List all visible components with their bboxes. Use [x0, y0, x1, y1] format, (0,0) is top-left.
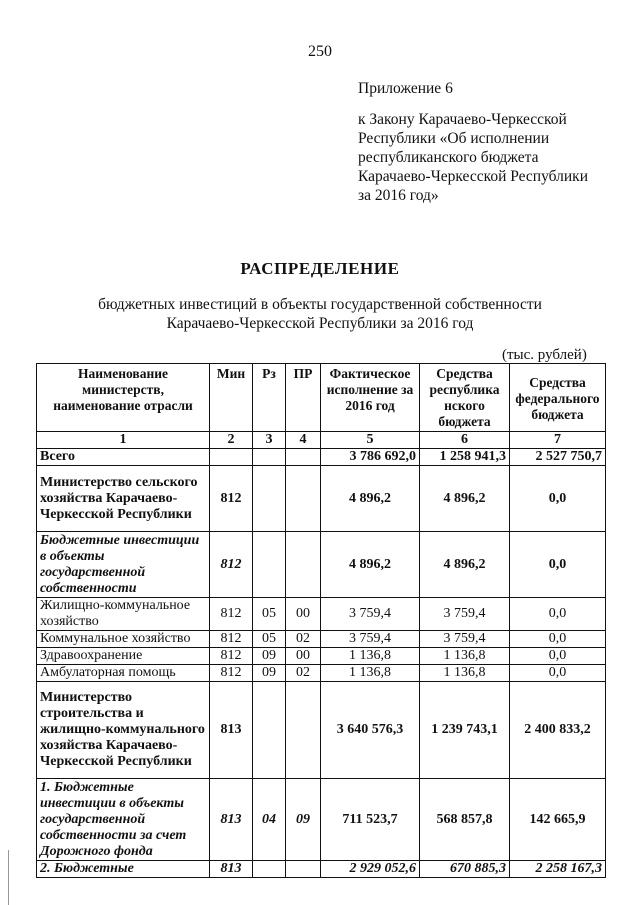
- column-number: 6: [420, 432, 510, 449]
- row-republic: 3 759,4: [420, 598, 510, 631]
- row-republic: 4 896,2: [420, 532, 510, 598]
- row-rz: 09: [253, 648, 286, 665]
- row-rz: 09: [253, 665, 286, 682]
- row-min: [210, 449, 253, 466]
- row-pr: [286, 682, 321, 779]
- row-min: 812: [210, 466, 253, 532]
- row-rz: [253, 682, 286, 779]
- row-pr: 02: [286, 631, 321, 648]
- row-fact: 3 786 692,0: [321, 449, 420, 466]
- header-row: [37, 364, 606, 432]
- row-federal: 0,0: [510, 598, 606, 631]
- row-min: 813: [210, 861, 253, 878]
- row-pr: 09: [286, 779, 321, 861]
- row-name: Бюджетные инвестиции в объекты государственной собственности: [37, 532, 210, 598]
- column-number: 4: [286, 432, 321, 449]
- row-rz: 05: [253, 631, 286, 648]
- row-name: 1. Бюджетные инвестиции в объекты государственной собственности за счет Дорожного фонда: [37, 779, 210, 861]
- row-pr: 00: [286, 648, 321, 665]
- row-fact: 3 759,4: [321, 598, 420, 631]
- row-min: 813: [210, 682, 253, 779]
- row-federal: 0,0: [510, 466, 606, 532]
- row-rz: [253, 466, 286, 532]
- row-fact: 3 640 576,3: [321, 682, 420, 779]
- row-fact: 4 896,2: [321, 532, 420, 598]
- table-row: [37, 861, 606, 878]
- row-federal: 0,0: [510, 532, 606, 598]
- document-subtitle: [0, 295, 640, 333]
- row-republic: 4 896,2: [420, 466, 510, 532]
- row-republic: 568 857,8: [420, 779, 510, 861]
- row-federal: 2 527 750,7: [510, 449, 606, 466]
- row-fact: 1 136,8: [321, 648, 420, 665]
- row-rz: [253, 532, 286, 598]
- row-federal: 0,0: [510, 631, 606, 648]
- header-rz: Рз: [253, 364, 286, 432]
- column-number: 5: [321, 432, 420, 449]
- row-min: 812: [210, 598, 253, 631]
- appendix-block: [358, 79, 588, 205]
- row-republic: 1 136,8: [420, 665, 510, 682]
- row-min: 812: [210, 665, 253, 682]
- table-row: [37, 682, 606, 779]
- row-pr: [286, 861, 321, 878]
- row-name: Жилищно-коммунальное хозяйство: [37, 598, 210, 631]
- column-number-row: [37, 432, 606, 449]
- appendix-line: к Закону Карачаево-Черкесской: [358, 111, 567, 128]
- table-row: [37, 665, 606, 682]
- row-fact: 1 136,8: [321, 665, 420, 682]
- row-rz: 04: [253, 779, 286, 861]
- column-number: 7: [510, 432, 606, 449]
- row-pr: [286, 449, 321, 466]
- row-name: 2. Бюджетные: [37, 861, 210, 878]
- row-pr: [286, 532, 321, 598]
- column-number: 2: [210, 432, 253, 449]
- row-rz: [253, 449, 286, 466]
- row-name: Амбулаторная помощь: [37, 665, 210, 682]
- appendix-line: республиканского бюджета: [358, 149, 539, 166]
- header-federal: Средства федерального бюджета: [510, 364, 606, 432]
- row-republic: 670 885,3: [420, 861, 510, 878]
- subtitle-line: бюджетных инвестиций в объекты государственной собственности: [98, 296, 542, 313]
- header-fact: Фактическое исполнение за 2016 год: [321, 364, 420, 432]
- table-row: [37, 466, 606, 532]
- table-row: [37, 779, 606, 861]
- row-pr: [286, 466, 321, 532]
- row-fact: 711 523,7: [321, 779, 420, 861]
- row-federal: 2 400 833,2: [510, 682, 606, 779]
- row-fact: 3 759,4: [321, 631, 420, 648]
- row-name: Коммунальное хозяйство: [37, 631, 210, 648]
- appendix-line: Республики «Об исполнении: [358, 130, 550, 147]
- table-row: [37, 532, 606, 598]
- row-federal: 142 665,9: [510, 779, 606, 861]
- appendix-spacer: [358, 98, 588, 110]
- header-name: Наименование министерств, наименование отрасли: [37, 364, 210, 432]
- header-min: Мин: [210, 364, 253, 432]
- row-fact: 2 929 052,6: [321, 861, 420, 878]
- appendix-line: за 2016 год»: [358, 187, 439, 204]
- table-row: [37, 648, 606, 665]
- row-rz: 05: [253, 598, 286, 631]
- row-federal: 2 258 167,3: [510, 861, 606, 878]
- row-pr: 02: [286, 665, 321, 682]
- row-min: 812: [210, 631, 253, 648]
- header-republic: Средства республика нского бюджета: [420, 364, 510, 432]
- header-pr: ПР: [286, 364, 321, 432]
- row-min: 812: [210, 648, 253, 665]
- row-pr: 00: [286, 598, 321, 631]
- table-row: [37, 449, 606, 466]
- units-label: (тыс. рублей): [502, 347, 587, 363]
- row-republic: 1 239 743,1: [420, 682, 510, 779]
- scan-edge-line: [8, 850, 9, 905]
- column-number: 3: [253, 432, 286, 449]
- row-fact: 4 896,2: [321, 466, 420, 532]
- row-name: Здравоохранение: [37, 648, 210, 665]
- row-federal: 0,0: [510, 665, 606, 682]
- table-row: [37, 598, 606, 631]
- subtitle-line: Карачаево-Черкесской Республики за 2016 год: [166, 315, 474, 332]
- row-min: 813: [210, 779, 253, 861]
- row-republic: 1 136,8: [420, 648, 510, 665]
- column-number: 1: [37, 432, 210, 449]
- table-row: [37, 631, 606, 648]
- appendix-line: Карачаево-Черкесской Республики: [358, 168, 588, 185]
- row-republic: 3 759,4: [420, 631, 510, 648]
- row-name: Всего: [37, 449, 210, 466]
- row-name: Министерство сельского хозяйства Карачаево-Черкесской Республики: [37, 466, 210, 532]
- row-name: Министерство строительства и жилищно-коммунального хозяйства Карачаево-Черкесской Республики: [37, 682, 210, 779]
- investment-table: [36, 363, 606, 878]
- page-number: 250: [308, 43, 332, 60]
- row-republic: 1 258 941,3: [420, 449, 510, 466]
- row-federal: 0,0: [510, 648, 606, 665]
- row-min: 812: [210, 532, 253, 598]
- appendix-heading: Приложение 6: [358, 80, 453, 97]
- document-title: РАСПРЕДЕЛЕНИЕ: [240, 259, 400, 278]
- row-rz: [253, 861, 286, 878]
